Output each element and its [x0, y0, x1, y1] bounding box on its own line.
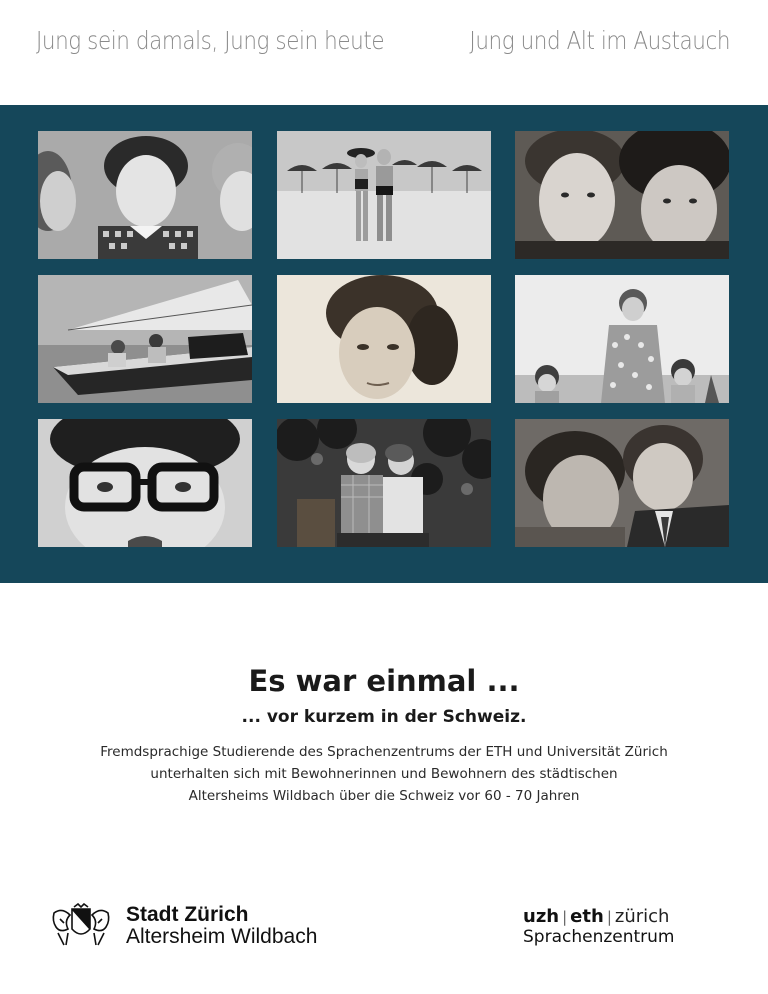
separator: |: [562, 908, 568, 926]
tagline-right: Jung und Alt im Austauch: [469, 26, 730, 55]
sprachenzentrum-label: Sprachenzentrum: [523, 927, 675, 947]
subheadline: ... vor kurzem in der Schweiz.: [241, 707, 527, 727]
description: [60, 741, 708, 807]
description-line: unterhalten sich mit Bewohnerinnen und Bewohnern des städtischen: [150, 766, 618, 782]
uni-wordmark: [523, 907, 723, 927]
separator: |: [606, 908, 612, 926]
stadt-zuerich-logo: [50, 903, 350, 953]
zuerich-wordmark: zürich: [614, 906, 670, 927]
zurich-coat-of-arms-icon: [50, 903, 112, 947]
photo-woman-portrait-sepia: [277, 275, 491, 403]
photo-couple-embrace: [515, 419, 729, 547]
description-line: Fremdsprachige Studierende des Sprachenzentrums der ETH und Universität Zürich: [100, 744, 668, 760]
photo-two-women-portrait: [515, 131, 729, 259]
photo-sailboat: [38, 275, 252, 403]
uzh-eth-sprachenzentrum-logo: [523, 907, 723, 951]
uzh-wordmark: uzh: [523, 906, 560, 927]
photo-two-girls-outdoors: [277, 419, 491, 547]
photo-man-with-glasses: [38, 419, 252, 547]
photo-woman-with-children: [515, 275, 729, 403]
photo-beach-couple: [277, 131, 491, 259]
description-line: Altersheims Wildbach über die Schweiz vor 60 - 70 Jahren: [188, 788, 580, 804]
org-name: Stadt Zürich: [126, 903, 249, 926]
photo-collage-panel: [0, 105, 768, 583]
headline: Es war einmal ...: [248, 664, 520, 698]
tagline-left: Jung sein damals, Jung sein heute: [36, 26, 385, 55]
org-subname: Altersheim Wildbach: [126, 925, 318, 948]
eth-wordmark: eth: [570, 906, 604, 927]
photo-three-young-women: [38, 131, 252, 259]
